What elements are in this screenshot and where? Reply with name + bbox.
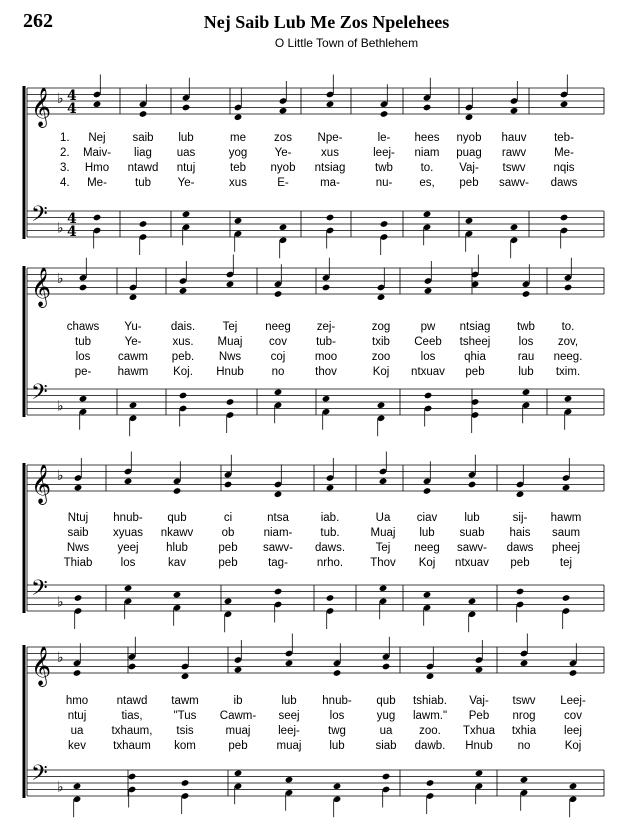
lyric-syllable: lub	[464, 512, 480, 524]
lyric-syllable: Hnub	[465, 740, 493, 752]
lyric-syllable: Maiv-	[82, 147, 112, 159]
lyric-syllable: Muaj	[370, 527, 396, 539]
lyric-syllable: Yu-	[124, 321, 142, 333]
alto-note	[468, 481, 477, 489]
lyric-syllable: peb	[218, 542, 238, 554]
flat-key-signature-icon: ♭	[57, 271, 64, 287]
lyric-syllable: kav	[168, 557, 186, 569]
tenor-note	[179, 392, 188, 400]
verse-number: 2.	[60, 147, 70, 159]
lyric-syllable: Nws	[218, 351, 242, 363]
lyric-syllable: qhia	[464, 351, 486, 363]
lyric-syllable: nyob	[270, 162, 296, 174]
lyric-syllable: tej	[559, 557, 573, 569]
lyric-syllable: Koj	[418, 557, 436, 569]
lyric-syllable: no	[271, 366, 285, 378]
lyric-syllable: sij-	[512, 512, 528, 524]
lyric-syllable: puag	[456, 147, 482, 159]
lyric-syllable: txhaum	[113, 740, 151, 752]
hymn-title: Nej Saib Lub Me Zos Npelehees	[203, 12, 450, 32]
lyric-syllable: txhia	[511, 725, 537, 737]
alto-note	[93, 100, 102, 108]
lyric-syllable: qub	[167, 512, 187, 524]
alto-note	[129, 293, 138, 301]
tenor-note	[73, 782, 82, 790]
lyric-syllable: zos	[274, 132, 292, 144]
lyric-syllable: coj	[270, 351, 286, 363]
alto-note	[326, 100, 335, 108]
lyric-syllable: suab	[459, 527, 485, 539]
lyric-syllable: nrho.	[316, 557, 344, 569]
lyric-syllable: to.	[561, 321, 575, 333]
lyric-syllable: Peb	[468, 710, 490, 722]
lyric-syllable: los	[329, 710, 345, 722]
lyric-syllable: lawm."	[412, 710, 448, 722]
flat-key-signature-icon: ♭	[57, 91, 64, 107]
lyric-syllable: Vaj-	[469, 695, 489, 707]
lyric-syllable: le-	[377, 132, 391, 144]
lyric-syllable: cov	[269, 336, 287, 348]
lyric-syllable: niam	[414, 147, 440, 159]
flat-key-signature-icon: ♭	[57, 398, 64, 415]
alto-note	[285, 659, 294, 667]
lyric-syllable: Ye-	[274, 147, 292, 159]
lyric-syllable: lub	[518, 366, 534, 378]
lyric-syllable: ntxuav	[455, 557, 489, 569]
lyric-syllable: uas	[176, 147, 196, 159]
lyric-syllable: siab	[375, 740, 397, 752]
lyric-syllable: leej-	[278, 725, 300, 737]
tenor-note	[423, 591, 432, 599]
lyric-syllable: sawv-	[498, 177, 530, 189]
lyric-syllable: hnub-	[113, 512, 143, 524]
lyric-syllable: Koj.	[173, 366, 193, 378]
lyric-syllable: kom	[174, 740, 196, 752]
alto-note	[426, 672, 435, 680]
lyric-syllable: txhaum,	[111, 725, 153, 737]
lyric-syllable: Me-	[554, 147, 574, 159]
lyric-syllable: zov,	[557, 336, 579, 348]
time-signature-denominator: 4	[67, 101, 77, 117]
lyric-syllable: lub	[178, 132, 194, 144]
lyric-syllable: kev	[68, 740, 86, 752]
lyric-syllable: neeg	[265, 321, 291, 333]
lyric-syllable: hees	[414, 132, 440, 144]
alto-note	[382, 663, 391, 671]
alto-note	[475, 666, 484, 674]
treble-clef-icon: 𝄞	[31, 267, 52, 307]
lyric-syllable: ci	[223, 512, 233, 524]
lyric-syllable: hlub	[166, 542, 188, 554]
lyric-syllable: sawv-	[456, 542, 488, 554]
alto-note	[279, 107, 288, 115]
lyric-syllable: txim.	[555, 366, 581, 378]
lyric-syllable: tag-	[268, 557, 288, 569]
flat-key-signature-icon: ♭	[57, 650, 64, 666]
flat-key-signature-icon: ♭	[57, 468, 64, 484]
lyric-syllable: tias,	[121, 710, 143, 722]
lyric-syllable: thov	[315, 366, 337, 378]
lyric-syllable: muaj	[225, 725, 251, 737]
lyric-syllable: Vaj-	[459, 162, 479, 174]
verse-number: 3.	[60, 162, 70, 174]
lyric-syllable: niam-	[263, 527, 293, 539]
alto-note	[274, 490, 283, 498]
tenor-note	[424, 392, 433, 400]
tenor-note	[522, 388, 531, 396]
lyric-syllable: hmo	[65, 695, 89, 707]
lyric-syllable: xus.	[172, 336, 194, 348]
lyric-syllable: nqis	[553, 162, 575, 174]
treble-clef-icon: 𝄞	[31, 464, 52, 504]
tenor-note	[426, 779, 435, 787]
lyric-syllable: tawm	[171, 695, 199, 707]
lyric-syllable: peb.	[171, 351, 195, 363]
tenor-note	[468, 597, 477, 605]
lyric-syllable: xus	[229, 177, 247, 189]
alto-note	[181, 672, 190, 680]
alto-note	[224, 481, 233, 489]
lyric-syllable: muaj	[276, 740, 302, 752]
tenor-note	[564, 395, 573, 403]
bass-clef-icon: 𝄢	[31, 761, 48, 791]
lyric-syllable: cawm	[117, 351, 149, 363]
lyric-syllable: teb	[230, 162, 246, 174]
lyric-syllable: Nej	[88, 132, 106, 144]
tenor-note	[279, 223, 288, 231]
verse-number: 4.	[60, 177, 70, 189]
lyric-syllable: tshiab.	[413, 695, 447, 707]
treble-clef-icon: 𝄞	[31, 646, 52, 686]
lyric-syllable: ma-	[320, 177, 340, 189]
lyric-syllable: los	[120, 557, 136, 569]
lyric-syllable: hawm	[117, 366, 149, 378]
lyric-syllable: ntuj	[176, 162, 196, 174]
lyric-syllable: nrog	[512, 710, 536, 722]
lyric-syllable: peb	[510, 557, 530, 569]
tenor-note	[520, 776, 529, 784]
bass-clef-icon: 𝄢	[31, 380, 48, 410]
lyric-syllable: Txhua	[463, 725, 495, 737]
lyric-syllable: yeej	[117, 542, 139, 554]
lyric-syllable: ntsiag	[314, 162, 346, 174]
alto-note	[333, 669, 342, 677]
tenor-note	[560, 214, 569, 222]
lyric-syllable: pw	[420, 321, 436, 333]
lyric-syllable: los	[420, 351, 436, 363]
tenor-note	[274, 388, 283, 396]
alto-note	[74, 484, 83, 492]
time-signature-numerator: 4	[67, 88, 77, 104]
lyric-syllable: lub	[329, 740, 345, 752]
lyric-syllable: Tej	[222, 321, 238, 333]
alto-note	[377, 293, 386, 301]
lyric-syllable: Thov	[370, 557, 396, 569]
alto-note	[226, 280, 235, 288]
alto-note	[124, 477, 133, 485]
lyric-syllable: es,	[419, 177, 435, 189]
alto-note	[379, 477, 388, 485]
tenor-note	[326, 594, 335, 602]
alto-note	[560, 100, 569, 108]
tenor-note	[382, 773, 391, 781]
alto-note	[562, 484, 571, 492]
lyric-syllable: Cawm-	[219, 710, 257, 722]
lyric-syllable: tswv	[502, 162, 526, 174]
lyric-syllable: ciav	[416, 512, 438, 524]
alto-note	[423, 487, 432, 495]
lyric-syllable: tub	[75, 336, 91, 348]
lyric-syllable: tub-	[316, 336, 336, 348]
lyric-syllable: leej-	[373, 147, 395, 159]
tenor-note	[226, 398, 235, 406]
lyric-syllable: chaws	[66, 321, 100, 333]
lyric-syllable: ib	[233, 695, 243, 707]
lyric-syllable: ob	[221, 527, 235, 539]
lyric-syllable: tub	[135, 177, 151, 189]
lyric-syllable: seej	[278, 710, 300, 722]
tenor-note	[377, 401, 386, 409]
tenor-note	[562, 594, 571, 602]
lyric-syllable: saum	[551, 527, 581, 539]
lyric-syllable: Tej	[375, 542, 391, 554]
tenor-note	[380, 220, 389, 228]
tenor-note	[181, 779, 190, 787]
alto-note	[234, 113, 243, 121]
alto-note	[326, 484, 335, 492]
lyric-syllable: "Tus	[173, 710, 197, 722]
alto-note	[234, 666, 243, 674]
lyric-syllable: Thiab	[63, 557, 93, 569]
tenor-note	[173, 591, 182, 599]
lyric-syllable: Me-	[87, 177, 107, 189]
lyric-syllable: Koj	[564, 740, 582, 752]
lyric-syllable: dais.	[170, 321, 196, 333]
lyric-syllable: peb	[218, 557, 238, 569]
lyric-syllable: daws	[506, 542, 534, 554]
lyric-syllable: hais	[509, 527, 531, 539]
lyric-syllable: zoo.	[419, 725, 441, 737]
alto-note	[516, 490, 525, 498]
alto-note	[520, 659, 529, 667]
lyric-syllable: lub	[419, 527, 435, 539]
lyric-syllable: Koj	[372, 366, 390, 378]
tenor-note	[516, 588, 525, 596]
lyric-syllable: ntsiag	[459, 321, 491, 333]
alto-note	[465, 113, 474, 121]
lyric-syllable: no	[517, 740, 531, 752]
tenor-note	[379, 584, 388, 592]
lyric-syllable: me	[230, 132, 246, 144]
lyric-syllable: Hmo	[84, 162, 110, 174]
lyric-syllable: daws.	[314, 542, 346, 554]
lyric-syllable: yog	[228, 147, 248, 159]
lyric-syllable: rau	[517, 351, 535, 363]
lyric-syllable: iab.	[320, 512, 340, 524]
lyric-syllable: ua	[379, 725, 393, 737]
lyric-syllable: pe-	[74, 366, 92, 378]
lyric-syllable: Ye-	[124, 336, 142, 348]
hymn-number: 262	[23, 10, 53, 32]
lyric-syllable: pheej	[551, 542, 581, 554]
lyric-syllable: ntawd	[116, 695, 148, 707]
lyric-syllable: Muaj	[217, 336, 243, 348]
lyric-syllable: los	[518, 336, 534, 348]
alto-note	[510, 107, 519, 115]
lyric-syllable: xus	[321, 147, 339, 159]
lyric-syllable: los	[75, 351, 91, 363]
lyric-syllable: ua	[70, 725, 84, 737]
lyric-syllable: tub.	[320, 527, 340, 539]
alto-note	[564, 284, 573, 292]
lyric-syllable: lub	[281, 695, 297, 707]
lyric-syllable: Npe-	[317, 132, 343, 144]
tenor-note	[182, 210, 191, 218]
lyric-syllable: hnub-	[322, 695, 352, 707]
tenor-note	[224, 597, 233, 605]
flat-key-signature-icon: ♭	[57, 594, 64, 611]
alto-note	[274, 290, 283, 298]
lyric-syllable: zog	[371, 321, 391, 333]
lyric-syllable: yug	[376, 710, 396, 722]
alto-note	[424, 287, 433, 295]
tenor-note	[322, 395, 331, 403]
bass-clef-icon: 𝄢	[31, 576, 48, 606]
lyric-syllable: peb	[465, 366, 485, 378]
lyric-syllable: moo	[314, 351, 338, 363]
tenor-note	[79, 395, 88, 403]
lyric-syllable: Ntuj	[67, 512, 89, 524]
lyric-syllable: cov	[564, 710, 582, 722]
verse-number: 1.	[60, 132, 70, 144]
alto-note	[182, 104, 191, 112]
tenor-note	[124, 584, 133, 592]
lyric-syllable: rawv	[501, 147, 527, 159]
flat-key-signature-icon: ♭	[57, 779, 64, 796]
lyric-syllable: Leej-	[560, 695, 586, 707]
alto-note	[522, 290, 531, 298]
lyric-syllable: twb	[375, 162, 393, 174]
lyric-syllable: xyuas	[112, 527, 144, 539]
lyric-syllable: dawb.	[414, 740, 446, 752]
lyric-syllable: zoo	[371, 351, 391, 363]
alto-note	[179, 287, 188, 295]
alto-note	[128, 663, 137, 671]
lyric-syllable: nkawv	[160, 527, 194, 539]
hymn-subtitle: O Little Town of Bethlehem	[274, 36, 419, 50]
lyric-syllable: neeg	[414, 542, 440, 554]
tenor-note	[465, 217, 474, 225]
treble-clef-icon: 𝄞	[31, 87, 52, 127]
lyric-syllable: peb	[459, 177, 479, 189]
tenor-note	[234, 217, 243, 225]
time-signature-numerator: 4	[67, 211, 77, 227]
lyric-syllable: tsis	[176, 725, 194, 737]
lyric-syllable: ntsa	[267, 512, 289, 524]
lyric-syllable: saib	[67, 527, 89, 539]
lyric-syllable: Ua	[375, 512, 391, 524]
bass-clef-icon: 𝄢	[31, 202, 48, 232]
alto-note	[173, 487, 182, 495]
lyric-syllable: tsheej	[459, 336, 491, 348]
lyric-syllable: twg	[328, 725, 346, 737]
lyric-syllable: to.	[420, 162, 434, 174]
tenor-note	[274, 588, 283, 596]
lyric-syllable: Nws	[66, 542, 90, 554]
tenor-note	[569, 782, 578, 790]
tenor-note	[129, 401, 138, 409]
lyric-syllable: nyob	[456, 132, 482, 144]
lyric-syllable: saib	[132, 132, 154, 144]
lyric-syllable: leej	[564, 725, 582, 737]
alto-note	[79, 284, 88, 292]
flat-key-signature-icon: ♭	[57, 220, 64, 237]
tenor-note	[234, 769, 243, 777]
lyric-syllable: tswv	[512, 695, 536, 707]
tenor-note	[510, 223, 519, 231]
lyric-syllable: Hnub	[216, 366, 244, 378]
alto-note	[322, 284, 331, 292]
tenor-note	[423, 210, 432, 218]
alto-note	[423, 104, 432, 112]
lyric-syllable: zej-	[316, 321, 336, 333]
lyric-syllable: ntuj	[67, 710, 87, 722]
lyric-syllable: hawm	[550, 512, 582, 524]
lyric-syllable: qub	[376, 695, 396, 707]
tenor-note	[326, 214, 335, 222]
lyric-syllable: nu-	[375, 177, 393, 189]
tenor-note	[285, 776, 294, 784]
lyric-syllable: hauv	[501, 132, 527, 144]
lyric-syllable: teb-	[554, 132, 574, 144]
tenor-note	[333, 782, 342, 790]
alto-note	[73, 669, 82, 677]
alto-note	[569, 669, 578, 677]
lyric-syllable: sawv-	[262, 542, 294, 554]
lyric-syllable: liag	[134, 147, 152, 159]
tenor-note	[128, 773, 137, 781]
lyric-syllable: Ceeb	[414, 336, 442, 348]
lyric-syllable: E-	[277, 177, 289, 189]
lyric-syllable: ntawd	[127, 162, 159, 174]
alto-note	[380, 110, 389, 118]
time-signature-denominator: 4	[67, 224, 77, 240]
lyric-syllable: ntxuav	[411, 366, 445, 378]
tenor-note	[139, 220, 148, 228]
lyric-syllable: Ye-	[177, 177, 195, 189]
alto-note	[139, 110, 148, 118]
lyric-syllable: peb	[228, 740, 248, 752]
tenor-note	[93, 214, 102, 222]
lyric-syllable: twb	[517, 321, 535, 333]
tenor-note	[74, 594, 83, 602]
lyric-syllable: txib	[372, 336, 390, 348]
lyric-syllable: daws	[550, 177, 578, 189]
tenor-note	[475, 769, 484, 777]
lyric-syllable: neeg.	[553, 351, 583, 363]
